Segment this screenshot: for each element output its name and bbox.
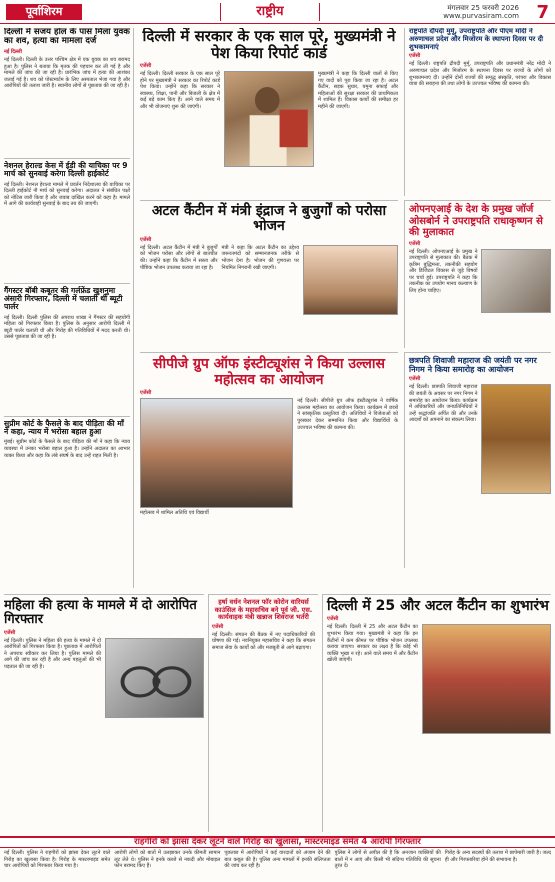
atal-byline: एजेंसी: [140, 236, 152, 243]
shivaji-photo: [481, 384, 552, 494]
lead-story: [140, 28, 398, 196]
atal-col-1: नई दिल्ली। अटल कैंटीन में मंत्री ने बुजुर्गों को भोजन परोसा और लोगों से बातचीत की। उन्होंने कहा कि कैंटीन में सस्ता और पौष्टिक भोजन उपलब्ध कराया जा रहा है।: [140, 244, 218, 271]
handcuff-icon: [106, 639, 203, 717]
openai-photo: [481, 249, 552, 313]
sub-mid-body: नई दिल्ली। संगठन की बैठक में नए पदाधिकारियों की घोषणा की गई। नवनियुक्त महासचिव ने कहा कि संगठन समाज सेवा के कार्यों को और मजबूती से आगे बढ़ाएगा।: [212, 631, 315, 651]
atal25-headline: दिल्ली में 25 और अटल कैंटीन का शुभारंभ: [327, 598, 549, 614]
atal25-story: [322, 594, 551, 832]
atal-headline: अटल कैंटीन में मंत्री इंद्राज ने बुजुर्गों को परोसा भोजन: [151, 203, 387, 235]
woman-body: नई दिल्ली। पुलिस ने महिला की हत्या के मामले में दो आरोपितों को गिरफ्तार किया है। पूछताछ में आरोपितों ने अपराध स्वीकार कर लिया है। पुलिस मामले की आगे की जांच कर रही है और अन्य पहलुओं की भी पड़ताल की जा रही है।: [4, 637, 101, 670]
atal-photo: [303, 245, 398, 315]
atal-story: [140, 200, 398, 348]
cbp-caption: महोत्सव में शामिल अतिथि एवं विद्यार्थी: [140, 510, 209, 517]
shivaji-story: [404, 352, 551, 568]
lead-col-2: मुख्यमंत्री ने कहा कि दिल्ली वालों से किए गए वादों को पूरा किया जा रहा है। अटल कैंटीन, सड़क सुधार, यमुना सफाई और महिलाओं की सुरक्षा सरकार की प्राथमिकता में शामिल हैं। विकास कार्यों की समीक्षा हर महीने की जाएगी।: [318, 71, 398, 110]
woman-story: [4, 594, 204, 832]
woman-headline: महिला की हत्या के मामले में दो आरोपित गिरफ्तार: [4, 598, 197, 628]
date-line: [443, 4, 519, 20]
page-number: 7: [536, 2, 549, 23]
atal25-byline: एजेंसी: [327, 616, 339, 623]
story-body: नई दिल्ली। दिल्ली के उत्तर पश्चिम क्षेत्र में एक युवक का शव बरामद हुआ है। पुलिस ने बताया कि मृतक की पहचान कर ली गई है और मामले की जांच की जा रही है। प्रारंभिक जांच में हत्या की आशंका जताई गई है। शव को पोस्टमार्टम के लिए अस्पताल भेजा गया है और आरोपियों की तलाश जारी है। स्थानीय लोगों से पूछताछ की जा रही है।: [4, 56, 130, 90]
story-headline: गैंगस्टर बॉबी कबूतर की गर्लफ्रेंड खुशनुमा अंसारी गिरफ्तार, दिल्ली में चलाती थी ब्यूटी पार्लर: [4, 283, 130, 312]
bottom-story: [4, 836, 551, 880]
page-header: [0, 0, 555, 24]
lead-headline: दिल्ली में सरकार के एक साल पूरे, मुख्यमंत्री ने पेश किया रिपोर्ट कार्ड: [142, 28, 396, 62]
cbp-photo: [140, 398, 293, 508]
sub-mid-story: [208, 594, 318, 832]
openai-byline: एजेंसी: [409, 240, 421, 247]
atal25-body: नई दिल्ली। दिल्ली में 25 और अटल कैंटीन का शुभारंभ किया गया। मुख्यमंत्री ने कहा कि इन कैंटीनों में कम कीमत पर पौष्टिक भोजन उपलब्ध कराया जाएगा। सरकार का लक्ष्य है कि कोई भी व्यक्ति भूखा न रहे। आने वाले समय में और कैंटीन खोली जाएंगी।: [327, 624, 418, 664]
bottom-col-4: पुलिस ने लोगों से अपील की है कि अनजान व्यक्तियों की बातों में न आएं और किसी भी संदिग्ध गतिविधि की सूचना तुरंत दें।: [334, 850, 441, 870]
cbp-byline: एजेंसी: [140, 390, 152, 397]
woman-byline: एजेंसी: [4, 629, 16, 636]
date-text: मंगलवार 25 फरवरी 2026: [447, 4, 519, 12]
bottom-col-1: नई दिल्ली। पुलिस ने राहगीरों को झांसा देकर लूटने वाले गिरोह का खुलासा किया है। गिरोह के मास्टरमाइंड समेत चार आरोपियों को गिरफ्तार किया गया है।: [4, 850, 111, 870]
sub-mid-headline: हर्षा वर्धन नेशनल फॉर कोरोन वारियर्स काउंसिल के महासचिव बने पूर्व जी. एस. कार्यवाहक मंत्री खन्नाज शिवराज भर्तरी: [214, 598, 313, 622]
lead-col-1: नई दिल्ली। दिल्ली सरकार के एक साल पूरे होने पर मुख्यमंत्री ने सरकार का रिपोर्ट कार्ड पेश किया। उन्होंने कहा कि सरकार ने स्वास्थ्य, शिक्षा, पानी और बिजली के क्षेत्र में कई बड़े काम किए हैं। आने वाले समय में और भी योजनाएं शुरू की जाएंगी।: [140, 71, 220, 110]
bottom-col-3: पूछताछ में आरोपियों ने कई वारदातों को अंजाम देने की बात कबूल की है। पुलिस अन्य मामलों में इनकी संलिप्तता की जांच कर रही है।: [224, 850, 331, 870]
story-headline: नेशनल हेराल्ड केस में ईडी की याचिका पर 9 मार्च को सुनवाई करेगा दिल्ली हाईकोर्ट: [4, 158, 130, 179]
cbp-story: [140, 352, 398, 568]
story-body: नई दिल्ली। नेशनल हेराल्ड मामले में प्रवर्तन निदेशालय की याचिका पर दिल्ली हाईकोर्ट नौ मार्च को सुनवाई करेगा। अदालत ने संबंधित पक्षों को नोटिस जारी किया है और जवाब दाखिल करने को कहा है। मामले में आगे की कार्यवाही सुनवाई के बाद तय की जाएगी।: [4, 181, 130, 208]
story-headline: दिल्ली में संजय हॉल के पास मिला युवक का शव, हत्या का मामला दर्ज: [4, 28, 130, 47]
cbp-body: नई दिल्ली। सीपीजे ग्रुप ऑफ इंस्टीट्यूशंस ने वार्षिक उल्लास महोत्सव का आयोजन किया। कार्यक्रम में छात्रों ने सांस्कृतिक प्रस्तुतियां दीं। अतिथियों ने विजेताओं को पुरस्कार देकर सम्मानित किया और विद्यार्थियों के उज्ज्वल भविष्य की कामना की।: [297, 398, 398, 431]
openai-headline: ओपनएआई के देश के प्रमुख जॉर्ज ओसबोर्न ने उपराष्ट्रपति राधाकृष्णन से की मुलाकात: [409, 204, 543, 238]
right-top-story: [404, 28, 551, 196]
woman-photo: [105, 638, 204, 718]
openai-story: [404, 200, 551, 348]
atal-col-2: मंत्री ने कहा कि अटल कैंटीन का उद्देश्य जरूरतमंदों को सम्मानजनक तरीके से भोजन देना है। भोजन की गुणवत्ता पर नियमित निगरानी रखी जाएगी।: [221, 244, 299, 271]
shivaji-headline: छत्रपति शिवाजी महाराज की जयंती पर नगर निगम ने किया समारोह का आयोजन: [409, 356, 537, 375]
story-byline: नई दिल्ली: [4, 48, 22, 55]
lead-byline: एजेंसी: [140, 63, 152, 69]
masthead: पूर्वाशिरम: [6, 4, 82, 20]
bottom-headline: राहगीरों को झांसा देकर लूटने वाले गिरोह का खुलासा, मास्टरमाइंड समेत 4 आरोपी गिरफ्तार: [134, 837, 421, 847]
bottom-col-2: आरोपी लोगों को बातों में उलझाकर उनके कीमती सामान लूट लेते थे। पुलिस ने इनके कब्जे से नकदी और मोबाइल फोन बरामद किए हैं।: [114, 850, 221, 870]
left-column: [4, 28, 134, 588]
right-top-body: नई दिल्ली। राष्ट्रपति द्रौपदी मुर्मू, उपराष्ट्रपति और प्रधानमंत्री नरेंद्र मोदी ने अरुणाचल प्रदेश और मिजोरम के स्थापना दिवस पर राज्यों के लोगों को शुभकामनाएं दीं। उन्होंने दोनों राज्यों की समृद्ध संस्कृति, परंपरा और विकास यात्रा की सराहना की तथा लोगों के उज्ज्वल भविष्य की कामना की।: [409, 61, 551, 88]
sub-mid-byline: एजेंसी: [212, 623, 224, 630]
openai-body: नई दिल्ली। ओपनएआई के प्रमुख ने उपराष्ट्रपति से मुलाकात की। बैठक में कृत्रिम बुद्धिमत्ता, तकनीकी सहयोग और डिजिटल विकास से जुड़े विषयों पर चर्चा हुई। उपराष्ट्रपति ने कहा कि तकनीक का उपयोग मानव कल्याण के लिए होना चाहिए।: [409, 248, 478, 295]
person-illustration: [225, 72, 313, 166]
section-title: राष्ट्रीय: [220, 3, 320, 21]
lead-photo: [224, 71, 314, 167]
right-top-headline: राष्ट्रपति दौपदी मुर्मू, उपराष्ट्रपति और पीएम मोदी ने अरुणाचल प्रदेश और मिजोरम के स्थापना दिवस पर दी शुभकामनाएं: [409, 28, 544, 51]
story-body: नई दिल्ली। दिल्ली पुलिस की अपराध शाखा ने गैंगस्टर की सहयोगी महिला को गिरफ्तार किया है। पुलिस के अनुसार आरोपी दिल्ली में ब्यूटी पार्लर चलाती थी और गिरोह की गतिविधियों में मदद करती थी। उससे पूछताछ की जा रही है।: [4, 314, 130, 341]
story-headline: सुप्रीम कोर्ट के फैसले के बाद पीड़िता की माँ ने कहा, न्याय में भरोसा बहाल हुआ: [4, 416, 130, 437]
story-body: मुंबई। सुप्रीम कोर्ट के फैसले के बाद पीड़िता की माँ ने कहा कि न्याय व्यवस्था में उनका भरोसा बहाल हुआ है। उन्होंने अदालत का आभार व्यक्त किया और कहा कि लंबे संघर्ष के बाद उन्हें राहत मिली है।: [4, 439, 130, 459]
atal25-photo: [422, 624, 551, 734]
cbp-headline: सीपीजे ग्रुप ऑफ इंस्टीट्यूशंस ने किया उल्लास महोत्सव का आयोजन: [153, 356, 385, 389]
shivaji-body: नई दिल्ली। छत्रपति शिवाजी महाराज की जयंती के अवसर पर नगर निगम ने समारोह का आयोजन किया। कार्यक्रम में अधिकारियों और जनप्रतिनिधियों ने उन्हें श्रद्धांजलि अर्पित की और उनके आदर्शों को अपनाने का संकल्प लिया।: [409, 384, 478, 424]
right-top-byline: एजेंसी: [409, 53, 421, 60]
shivaji-byline: एजेंसी: [409, 376, 421, 383]
bottom-col-5: गिरोह के अन्य सदस्यों की तलाश में छापेमारी जारी है। जल्द ही और गिरफ्तारियां होने की संभावना है।: [444, 850, 551, 863]
website-text: www.purvasiram.com: [443, 12, 519, 20]
